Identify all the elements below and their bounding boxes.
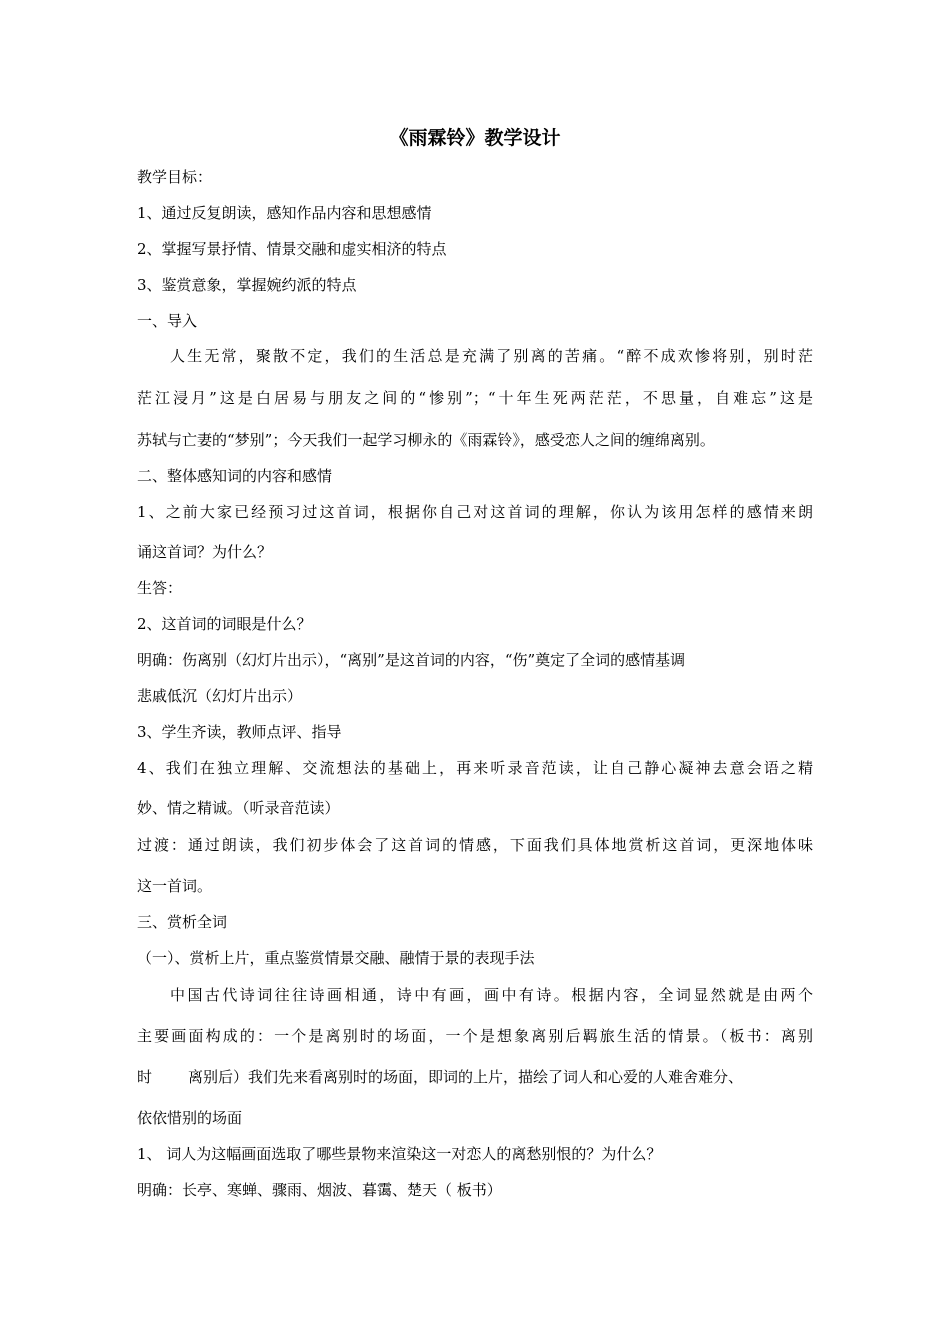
question-item: 1、 词人为这幅画面选取了哪些景物来渲染这一对恋人的离愁别恨的？为什么？ — [137, 1145, 662, 1163]
paragraph-line: 人生无常，聚散不定，我们的生活总是充满了别离的苦痛。“醉不成欢惨将别，别时茫 — [170, 347, 813, 365]
paragraph-line: 1、之前大家已经预习过这首词，根据你自己对这首词的理解，你认为该用怎样的感情来朗 — [137, 503, 813, 521]
paragraph-line: 妙、情之精诚。（听录音范读） — [137, 799, 340, 817]
objective-item: 3、鉴赏意象，掌握婉约派的特点 — [137, 276, 357, 294]
section-label-objectives: 教学目标： — [137, 168, 213, 186]
objective-item: 2、掌握写景抒情、情景交融和虚实相济的特点 — [137, 240, 447, 258]
paragraph-line: 诵这首词？为什么？ — [137, 543, 273, 561]
board-label-after: 离别后）我们先来看离别时的场面，即词的上片，描绘了词人和心爱的人难舍难分、 — [188, 1068, 744, 1086]
paragraph-line: 2、这首词的词眼是什么？ — [137, 615, 312, 633]
paragraph-line: 这一首词。 — [137, 877, 213, 895]
paragraph-line: 明确：伤离别（幻灯片出示），“离别”是这首词的内容，“伤”奠定了全词的感情基调 — [137, 651, 686, 669]
board-label-during: 时 — [137, 1068, 153, 1086]
paragraph-line: 生答： — [137, 579, 183, 597]
document-title: 《雨霖铃》教学设计 — [389, 127, 561, 149]
paragraph-line: 茫江浸月”这是白居易与朋友之间的“惨别”；“十年生死两茫茫，不思量，自难忘”这是 — [137, 389, 813, 407]
paragraph-line: 依依惜别的场面 — [137, 1109, 243, 1127]
paragraph-line: 3、学生齐读，教师点评、指导 — [137, 723, 342, 741]
paragraph-line: 过渡：通过朗读，我们初步体会了这首词的情感，下面我们具体地赏析这首词，更深地体味 — [137, 836, 813, 854]
answer-line: 明确：长亭、寒蝉、骤雨、烟波、暮霭、楚天（ 板书） — [137, 1181, 502, 1199]
paragraph-line: 苏轼与亡妻的“梦别”；今天我们一起学习柳永的《雨霖铃》，感受恋人之间的缠绵离别。 — [137, 431, 715, 449]
section-heading: 三、赏析全词 — [137, 913, 228, 931]
section-heading: 二、整体感知词的内容和感情 — [137, 467, 333, 485]
paragraph-line: 4、我们在独立理解、交流想法的基础上，再来听录音范读，让自己静心凝神去意会语之精 — [137, 759, 813, 777]
paragraph-line: 中国古代诗词往往诗画相通，诗中有画，画中有诗。根据内容，全词显然就是由两个 — [170, 986, 813, 1004]
subsection-heading: （一）、赏析上片，重点鉴赏情景交融、融情于景的表现手法 — [137, 949, 535, 967]
paragraph-line — [137, 1067, 743, 1087]
section-heading: 一、导入 — [137, 312, 198, 330]
paragraph-line: 悲戚低沉（幻灯片出示） — [137, 687, 303, 705]
objective-item: 1、通过反复朗读，感知作品内容和思想感情 — [137, 204, 432, 222]
paragraph-line: 主要画面构成的：一个是离别时的场面，一个是想象离别后羁旅生活的情景。（板书：离别 — [137, 1027, 813, 1045]
